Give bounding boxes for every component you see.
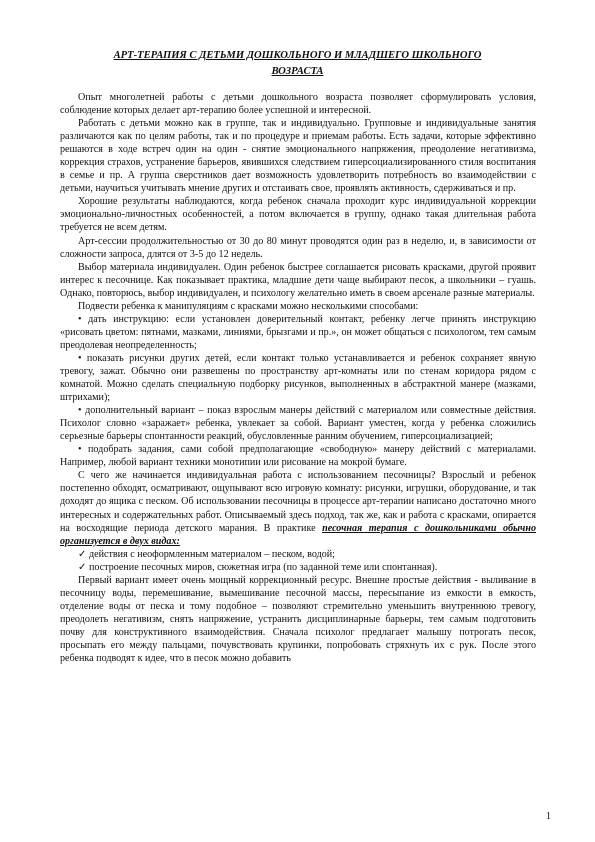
paragraph: Опыт многолетней работы с детьми дошкольного возраста позволяет сформулировать условия, соблюдение которых делает арт-терапию более успешной и интересной.	[60, 92, 536, 117]
check-item: ✓ построение песочных миров, сюжетная игра (по заданной теме или спонтанная).	[78, 561, 438, 573]
bullet-item: • дать инструкцию: если установлен доверительный контакт, ребенку легче принять инструкцию «рисовать цветом: пятнами, мазками, линиями, брызгами и пр.», он может общаться с психологом, тем самым преодолевая неопределенность;	[60, 313, 536, 351]
paragraph: Выбор материала индивидуален. Один ребенок быстрее соглашается рисовать красками, другой проявит интерес к песочнице. Как показывает практика, младшие дети чаще выбирают песок, а школьники – гуашь. Однако, повторюсь, выбор индивидуален, и психологу желательно иметь в своем арсенале разные материалы.	[60, 261, 536, 299]
bullet-item: • дополнительный вариант – показ взрослым манеры действий с материалом или совместные действия. Психолог словно «заражает» ребенка, увлекает за собой. Вариант уместен, когда у ребенка сложились серьезные барьеры спонтанности реакций, обусловленные ранним обучением, гиперсоциализацией;	[60, 405, 536, 443]
check-item: ✓ действия с неоформленным материалом – песком, водой;	[78, 548, 335, 560]
paragraph: Хорошие результаты наблюдаются, когда ребенок сначала проходит курс индивидуальной коррекции эмоционально-личностных особенностей, а потом включается в группу, однако такая длительная работа требуется не всем детям.	[60, 196, 536, 234]
bullet-item: • показать рисунки других детей, если контакт только устанавливается и ребенок сохраняет явную тревогу, зажат. Обычно они развешены по пространству арт-комнаты или по стенам коридора рядом с комнатой. Можно сделать специальную подборку рисунков, выполненных в абстрактной манере (мазками, штрихами);	[60, 352, 536, 404]
paragraph-text: С чего же начинается индивидуальная работа с использованием песочницы? Взрослый и ребенок постепенно обходят, осматривают, ощупывают всю игровую комнату: рисунки, игрушки, оборудование, и так доходят до ящика с песком. Об использовании песочницы в процессе арт-терапии написано достаточно много интересных и содержательных работ. Описываемый здесь подход, так же, как и работа с красками, опирается на восходящие периода детского марания. В практике	[60, 470, 536, 534]
page-title	[60, 48, 535, 80]
bullet-item: • подобрать задания, сами собой предполагающие «свободную» манеру действий с материалами. Например, любой вариант техники монотипии или рисование на мокрой бумаге.	[60, 444, 536, 469]
paragraph: Работать с детьми можно как в группе, так и индивидуально. Групповые и индивидуальные занятия различаются как по целям работы, так и по процедуре и приемам работы. Есть задачи, которые эффективно решаются в ходе встреч один на один - снятие эмоционального напряжения, преодоление негативизма, коррекция страхов, устранение барьеров, явившихся следствием гиперсоциализированного стиля воспитания в семье и пр. А группа сверстников дает возможность удовлетворить потребность во взаимодействии с детьми, научиться учитывать мнение других и отстаивать свое, проявлять активность, сдерживаться и пр.	[60, 118, 536, 195]
document-body	[60, 91, 536, 665]
paragraph: Первый вариант имеет очень мощный коррекционный ресурс. Внешне простые действия - выливание в песочницу воды, перемешивание, вымешивание песочной массы, пересыпание из емкости в емкость, отделение воды от песка и тому подобное – позволяют стремительно уменьшить внутреннюю тревогу, преодолеть негативизм, снять напряжение, устранить дисциплинарные барьеры, тем самым подготовить почву для конструктивного взаимодействия. Сначала психолог предлагает малышу потрогать песок, просыпать его между пальцами, почувствовать крупинки, попробовать стряхнуть их с рук. После этого ребенка подводят к идее, что в песок можно добавить	[60, 574, 536, 665]
page-number: 1	[546, 811, 551, 822]
emphasis-text: песочная терапия с дошкольниками обычно организуется в двух видах:	[60, 522, 536, 547]
paragraph	[60, 469, 536, 547]
paragraph: Подвести ребенка к манипуляциям с красками можно несколькими способами:	[78, 300, 419, 312]
title-line-1: АРТ-ТЕРАПИЯ С ДЕТЬМИ ДОШКОЛЬНОГО И МЛАДШЕГО ШКОЛЬНОГО	[113, 50, 482, 61]
paragraph: Арт-сессии продолжительностью от 30 до 80 минут проводятся один раз в неделю, и, в зависимости от сложности запроса, длятся от 3-5 до 12 недель.	[60, 235, 536, 260]
title-line-2: ВОЗРАСТА	[271, 66, 324, 77]
